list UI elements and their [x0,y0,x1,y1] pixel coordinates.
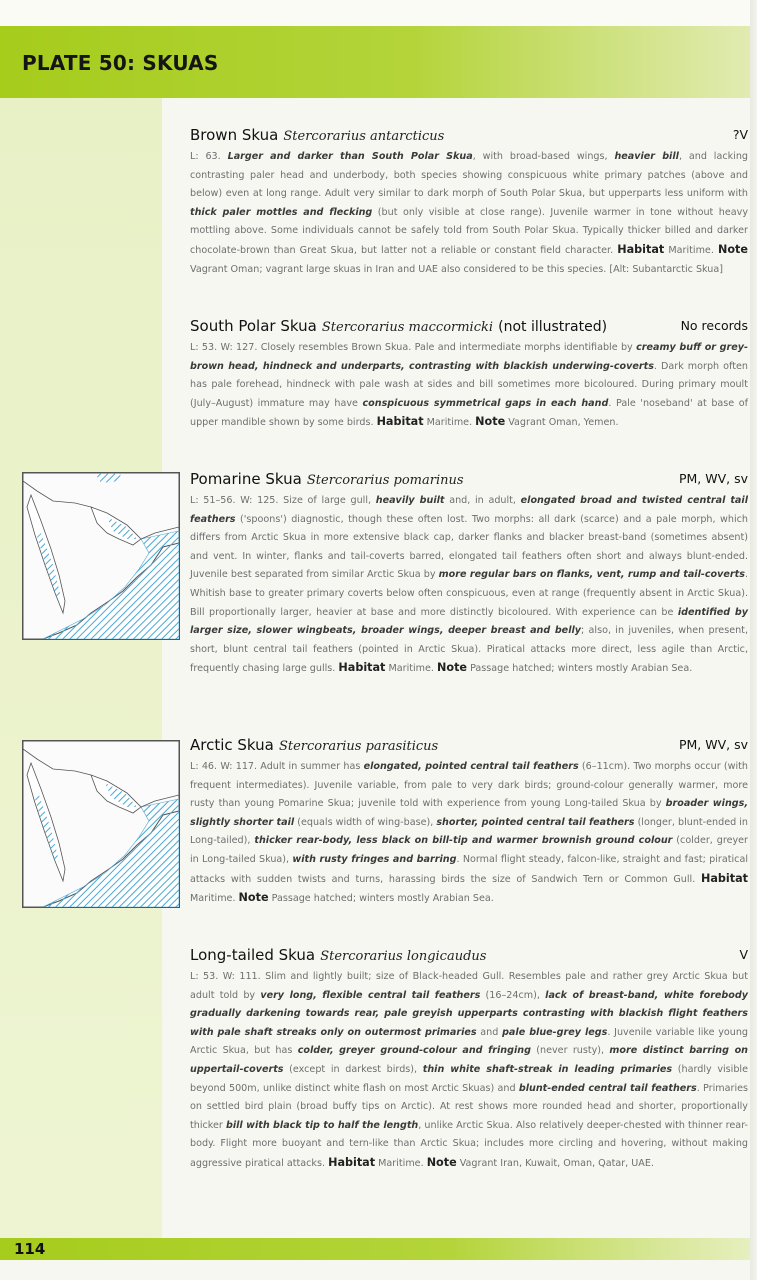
status-code: ?V [732,127,748,142]
entry-heading [190,735,748,757]
status-code: PM, WV, sv [678,737,748,752]
plate-title: PLATE 50: SKUAS [22,51,219,75]
scientific-name: Stercorarius maccormicki [321,320,494,335]
scientific-name: Stercorarius parasiticus [278,739,439,754]
scientific-name: Stercorarius longicaudus [320,949,487,964]
entry-heading [190,945,748,967]
species-description: L: 46. W: 117. Adult in summer has elongated, pointed central tail feathers (6–11cm). Two morphs occur (with frequent intermediates). Juvenile variable, from pale to very dark birds; ground-colour generally warmer, more rusty than young Pomarine Skua; juvenile told with experience from young Long-tailed Skua by broader wings, slightly shorter tail (equals width of wing-base), shorter, pointed central tail feathers (longer, blunt-ended in Long-tailed), thicker rear-body, less black on bill-tip and warmer brownish ground colour (colder, greyer in Long-tailed Skua), with rusty fringes and barring. Normal flight steady, falcon-like, straight and fast; piratical attacks with sudden twists and turns, harassing birds the size of Sandwich Tern or Common Gull. Habitat Maritime. Note Passage hatched; winters mostly Arabian Sea. [190,761,749,905]
species-name: Arctic Skua [190,736,274,754]
entry-heading [190,469,748,491]
page-edge [750,0,757,1280]
scientific-name: Stercorarius antarcticus [283,129,445,144]
map-drawing [23,741,179,907]
species-name: Long-tailed Skua [190,946,316,964]
species-description: L: 63. Larger and darker than South Polar Skua, with broad-based wings, heavier bill, and lacking contrasting paler head and underbody, both species showing conspicuous white primary patches (above and below) even at long range. Adult very similar to dark morph of South Polar Skua, but upperparts less uniform with thick paler mottles and flecking (but only visible at close range). Juvenile warmer in tone without heavy mottling above. Some individuals cannot be safely told from South Polar Skua. Typically thicker billed and darker chocolate-brown than Great Skua, but latter not a reliable or constant field character. Habitat Maritime. Note Vagrant Oman; vagrant large skuas in Iran and UAE also considered to be this species. [Alt: Subantarctic Skua] [190,151,748,275]
map-drawing [23,473,179,639]
species-name: Pomarine Skua [190,470,302,488]
entry-heading [190,125,748,147]
scientific-name: Stercorarius pomarinus [306,473,464,488]
left-margin-column [0,98,162,1238]
distribution-map-pomarine [22,472,180,640]
status-code: PM, WV, sv [678,471,748,486]
species-description: L: 53. W: 127. Closely resembles Brown Skua. Pale and intermediate morphs identifiable by creamy buff or grey-brown head, hindneck and underparts, contrasting with blackish underwing-coverts. Dark morph often has pale forehead, hindneck with pale wash at sides and bill sometimes more bicoloured. During primary moult (July–August) immature may have conspicuous symmetrical gaps in each hand. Pale 'noseband' at base of upper mandible shown by some birds. Habitat Maritime. Note Vagrant Oman, Yemen. [190,342,748,429]
species-entry-arctic-skua [190,735,748,909]
species-entry-south-polar-skua [190,316,748,433]
species-name: Brown Skua [190,126,279,144]
not-illustrated-note: (not illustrated) [498,319,608,335]
distribution-map-arctic [22,740,180,908]
page-number: 114 [14,1240,46,1258]
page-top-margin [0,0,757,26]
species-description: L: 51–56. W: 125. Size of large gull, heavily built and, in adult, elongated broad and twisted central tail feathers ('spoons') diagnostic, though these often lost. Two morphs: all dark (scarce) and a pale morph, which differs from Arctic Skua in more extensive black cap, darker flanks and blacker breast-band (sometimes absent) and vent. In winter, flanks and tail-coverts barred, elongated tail feathers often short and always blunt-ended. Juvenile best separated from similar Arctic Skua by more regular bars on flanks, vent, rump and tail-coverts. Whitish base to greater primary coverts below often conspicuous, even at range (frequently absent in Arctic Skua). Bill proportionally larger, heavier at base and more distinctly bicoloured. With experience can be identified by larger size, slower wingbeats, broader wings, deeper breast and belly; also, in juveniles, when present, short, blunt central tail feathers (pointed in Arctic Skua). Piratical attacks more direct, less agile than Arctic, frequently chasing large gulls. Habitat Maritime. Note Passage hatched; winters mostly Arabian Sea. [190,495,748,675]
species-name: South Polar Skua [190,317,317,335]
species-description: L: 53. W: 111. Slim and lightly built; size of Black-headed Gull. Resembles pale and rather grey Arctic Skua but adult told by very long, flexible central tail feathers (16–24cm), lack of breast-band, white forebody gradually darkening towards rear, pale greyish upperparts contrasting with blackish flight feathers with pale shaft streaks only on outermost primaries and pale blue-grey legs. Juvenile variable like young Arctic Skua, but has colder, greyer ground-colour and fringing (never rusty), more distinct barring on uppertail-coverts (except in darkest birds), thin white shaft-streak in leading primaries (hardly visible beyond 500m, unlike distinct white flash on most Arctic Skuas) and blunt-ended central tail feathers. Primaries on settled bird plain (broad buffy tips on Arctic). At rest shows more rounded head and shorter, proportionally thicker bill with black tip to half the length, unlike Arctic Skua. Also relatively deeper-chested with thinner rear-body. Flight more buoyant and tern-like than Arctic Skua; includes more circling and hovering, without making aggressive piratical attacks. Habitat Maritime. Note Vagrant Iran, Kuwait, Oman, Qatar, UAE. [190,971,749,1169]
species-entry-long-tailed-skua [190,945,748,1174]
status-code: V [739,947,748,962]
page-footer-bar [0,1238,750,1260]
status-code: No records [680,318,748,333]
species-entry-brown-skua [190,125,748,279]
species-entry-pomarine-skua [190,469,748,679]
entry-heading [190,316,748,338]
